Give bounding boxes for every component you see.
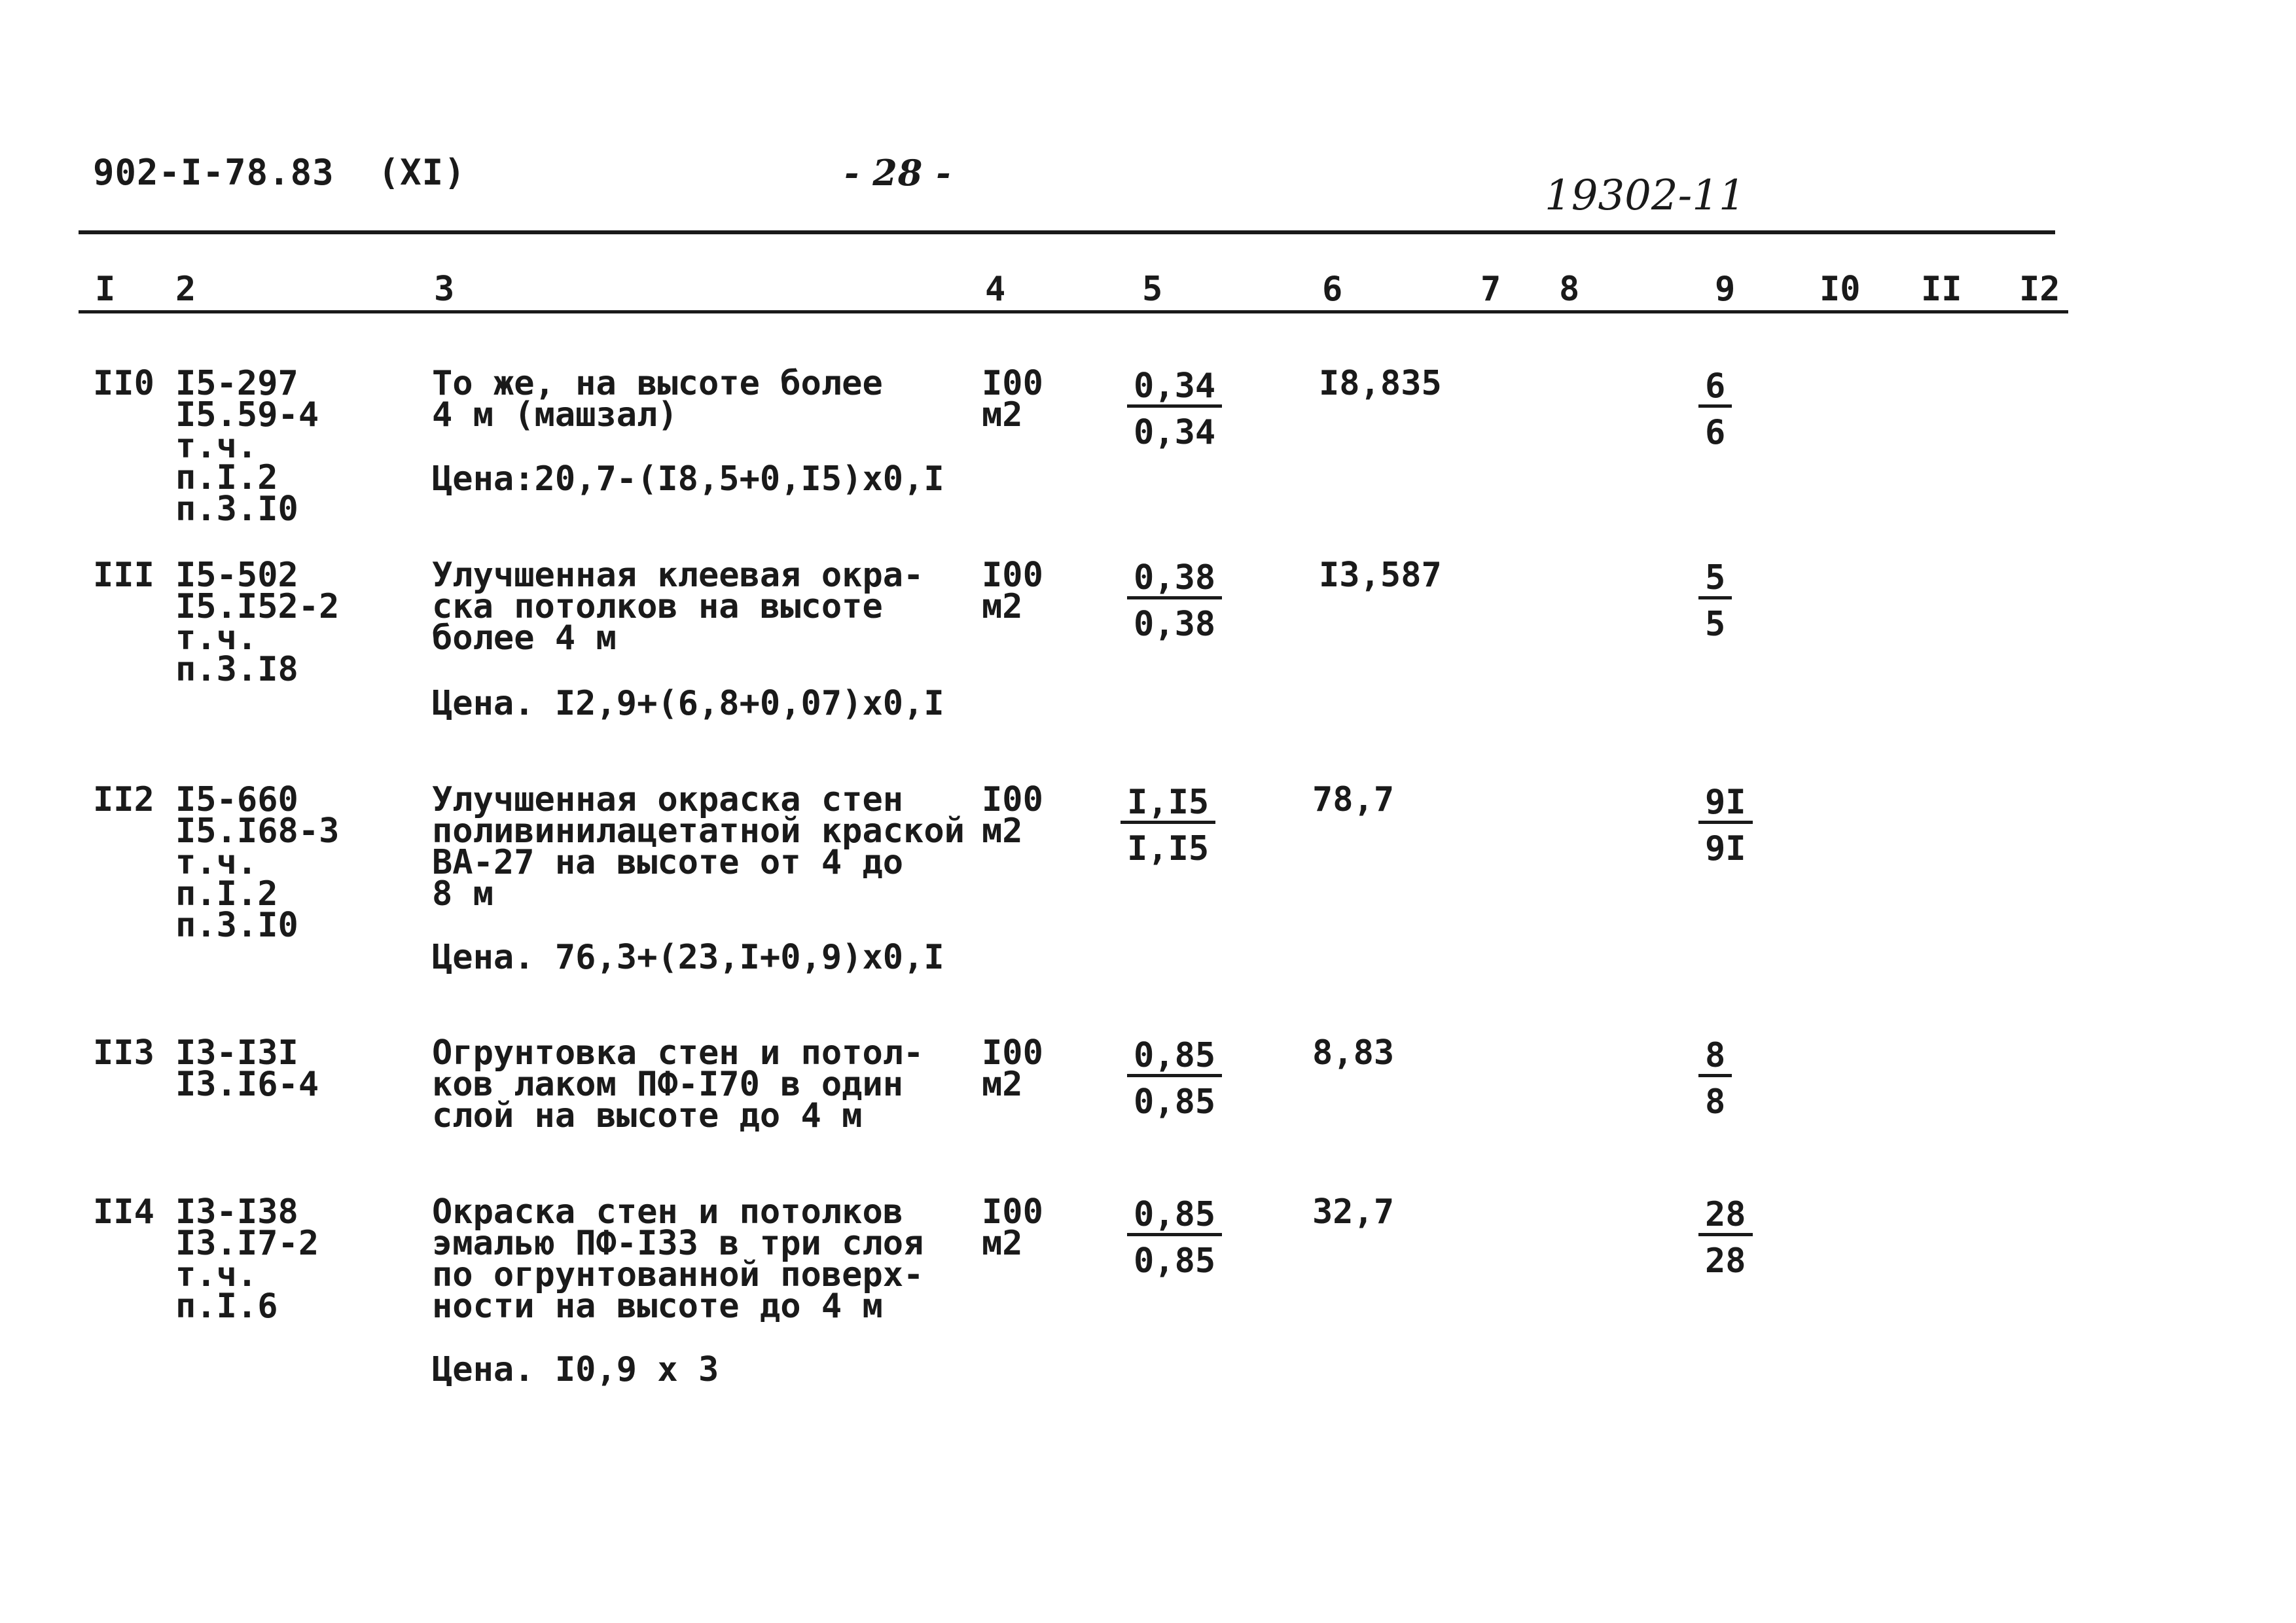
norm-codes: I5-297 I5.59-4 т.ч. п.I.2 п.3.I0 (175, 364, 319, 529)
row-number: II4 (93, 1192, 154, 1232)
unit-cost: 78,7 (1312, 780, 1395, 819)
unit: I00 м2 (982, 1033, 1043, 1104)
quantity-fraction: $\frac{I,I5}{I,I5}$ (1121, 784, 1215, 867)
work-description: То же, на высоте более 4 м (машзал) (432, 364, 883, 435)
unit: I00 м2 (982, 1192, 1043, 1263)
norm-codes: I5-502 I5.I52-2 т.ч. п.3.I8 (175, 556, 340, 689)
work-description: Окраска стен и потолков эмалью ПФ-I33 в три слоя по огрунтованной поверх- ности на высоте до 4 м (432, 1192, 924, 1326)
work-description: Улучшенная окраска стен поливинилацетатной краской ВА-27 на высоте от 4 до 8 м (432, 780, 965, 914)
unit: I00 м2 (982, 556, 1043, 626)
row-number: III (93, 556, 154, 595)
sheet-number: 19302-11 (1545, 171, 1746, 220)
column-number: 4 (985, 270, 1006, 309)
column-number: 2 (175, 270, 196, 309)
unit-cost: I3,587 (1319, 556, 1442, 595)
row-number: II0 (93, 364, 154, 403)
column-number: 8 (1559, 270, 1580, 309)
column-number: I0 (1820, 270, 1861, 309)
header-rule (79, 310, 2068, 313)
unit: I00 м2 (982, 364, 1043, 435)
price-formula: Цена. I0,9 x 3 (432, 1350, 719, 1389)
total-fraction: $\frac{28}{28}$ (1698, 1196, 1753, 1279)
norm-codes: I5-660 I5.I68-3 т.ч. п.I.2 п.3.I0 (175, 780, 340, 945)
page-number: - 28 - (844, 152, 952, 194)
total-fraction: $\frac{8}{8}$ (1698, 1037, 1732, 1120)
price-formula: Цена. I2,9+(6,8+0,07)x0,I (432, 684, 944, 723)
column-number: I (95, 270, 116, 309)
column-number: 6 (1322, 270, 1343, 309)
document-code: 902-I-78.83 (XI) (93, 152, 466, 193)
work-description: Огрунтовка стен и потол- ков лаком ПФ-I70 в один слой на высоте до 4 м (432, 1033, 924, 1135)
row-number: II2 (93, 780, 154, 819)
column-number: 9 (1715, 270, 1736, 309)
price-formula: Цена:20,7-(I8,5+0,I5)x0,I (432, 459, 944, 499)
total-fraction: $\frac{6}{6}$ (1698, 368, 1732, 451)
unit-cost: 32,7 (1312, 1192, 1395, 1232)
unit-cost: I8,835 (1319, 364, 1442, 403)
column-number: II (1921, 270, 1962, 309)
norm-codes: I3-I38 I3.I7-2 т.ч. п.I.6 (175, 1192, 319, 1326)
unit-cost: 8,83 (1312, 1033, 1395, 1073)
total-fraction: $\frac{5}{5}$ (1698, 560, 1732, 643)
column-number: 7 (1480, 270, 1501, 309)
column-number: 3 (434, 270, 455, 309)
total-fraction: $\frac{9I}{9I}$ (1698, 784, 1753, 867)
quantity-fraction: $\frac{0,38}{0,38}$ (1127, 560, 1222, 643)
work-description: Улучшенная клеевая окра- ска потолков на высоте более 4 м (432, 556, 924, 658)
quantity-fraction: $\frac{0,85}{0,85}$ (1127, 1196, 1222, 1279)
quantity-fraction: $\frac{0,85}{0,85}$ (1127, 1037, 1222, 1120)
column-number: I2 (2019, 270, 2060, 309)
row-number: II3 (93, 1033, 154, 1073)
price-formula: Цена. 76,3+(23,I+0,9)x0,I (432, 938, 944, 977)
column-number: 5 (1142, 270, 1163, 309)
quantity-fraction: $\frac{0,34}{0,34}$ (1127, 368, 1222, 451)
norm-codes: I3-I3I I3.I6-4 (175, 1033, 319, 1104)
unit: I00 м2 (982, 780, 1043, 851)
top-rule (79, 230, 2055, 234)
